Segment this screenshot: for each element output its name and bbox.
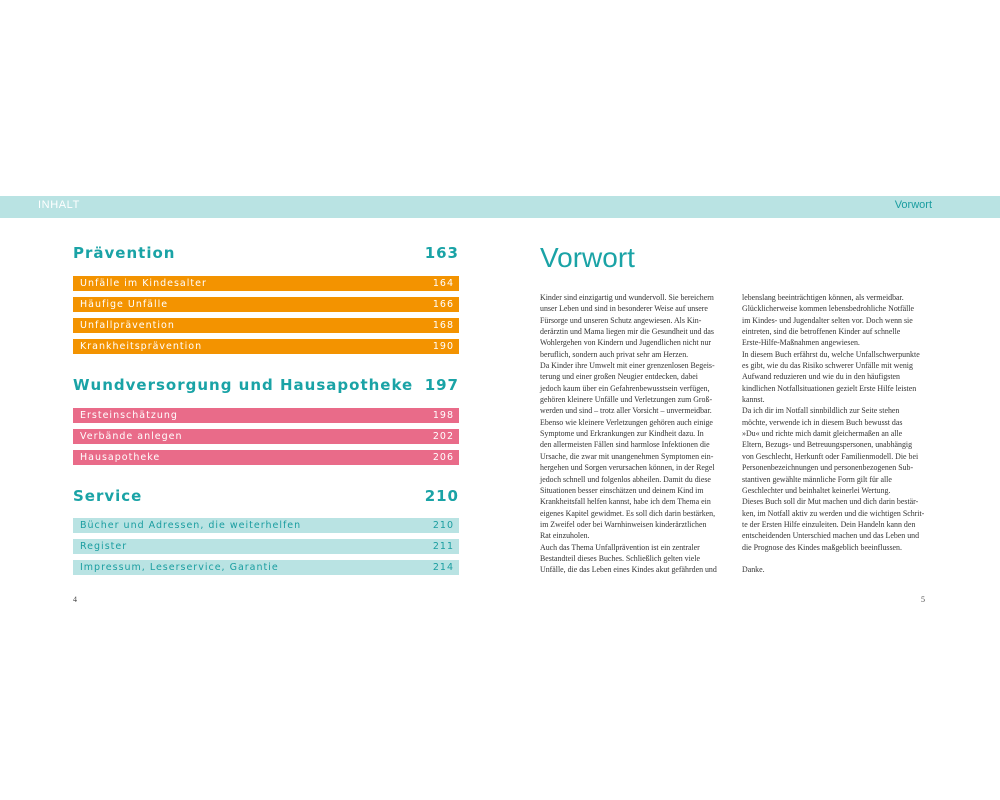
text-line: Wohlergehen von Kindern und Jugendlichen nicht nur: [540, 338, 712, 348]
toc-item[interactable]: [73, 408, 459, 423]
section-label-inhalt: INHALT: [38, 199, 80, 211]
text-line: Krankheitsfall helfen kannst, habe ich dem Thema ein: [540, 497, 711, 507]
text-line: [742, 553, 932, 564]
toc-item-label: Unfallprävention: [80, 320, 175, 331]
toc-heading-title: Wundversorgung und Hausapotheke: [73, 376, 414, 394]
toc-item-page: 211: [432, 541, 454, 552]
text-line: Ebenso wie kleinere Verletzungen gehören auch einige: [540, 417, 713, 427]
text-line: jedoch schnell und folgenlos abheilen. Damit du diese: [540, 474, 711, 484]
toc-item[interactable]: [73, 276, 459, 291]
text-line: Danke.: [742, 565, 765, 575]
toc-item[interactable]: [73, 539, 459, 554]
text-line: werden und sind – trotz aller Vorsicht – unvermeidbar.: [540, 406, 712, 416]
text-line: möchte, verwende ich in diesem Buch bewusst das: [742, 417, 903, 427]
toc-item-page: 214: [432, 562, 454, 573]
section-label-vorwort: Vorwort: [894, 199, 932, 211]
text-line: Aufwand reduzieren und wie du in den häufigsten: [742, 372, 900, 382]
toc-item-label: Hausapotheke: [80, 452, 161, 463]
text-line: terung und einer großen Neugier entdecken, dabei: [540, 372, 698, 382]
page-title: Vorwort: [540, 242, 635, 273]
text-line: Auch das Thema Unfallprävention ist ein zentraler: [540, 542, 700, 552]
text-line: Eltern, Bezugs- und Betreuungspersonen, unabhängig: [742, 440, 913, 450]
text-column-left: [540, 292, 730, 576]
text-line: eintreten, sind die betroffenen Kinder auf schnelle: [742, 327, 901, 337]
toc-item[interactable]: [73, 429, 459, 444]
text-line: Geschlechter und beinhaltet keinerlei Wertung.: [742, 485, 891, 495]
text-line: Fürsorge und unseren Schutz angewiesen. Als Kin-: [540, 315, 702, 325]
toc-heading-wundversorgung[interactable]: [73, 376, 459, 394]
text-line: Bestandteil dieses Buches. Schließlich gelten viele: [540, 553, 700, 563]
toc-item-page: 168: [432, 320, 454, 331]
text-line: Da Kinder ihre Umwelt mit einer grenzenlosen Begeis-: [540, 361, 715, 371]
text-line: entscheidenden Unterschied machen und das Leben und: [742, 531, 920, 541]
text-line: von Geschlecht, Herkunft oder Familienmodell. Die bei: [742, 451, 919, 461]
text-line: Ursache, die zwar mit unangenehmen Symptomen ein-: [540, 451, 714, 461]
text-line: hergehen und Sorgen verursachen können, in der Regel: [540, 463, 715, 473]
text-line: stantiven gewählte männliche Form gilt für alle: [742, 474, 892, 484]
text-line: Glücklicherweise kommen lebensbedrohliche Notfälle: [742, 304, 914, 314]
toc-item-page: 166: [432, 299, 454, 310]
toc-item-label: Register: [80, 541, 128, 552]
text-line: ken, im Notfall aktiv zu werden und die wichtigen Schrit-: [742, 508, 925, 518]
text-line: »Du« und richte mich damit gleichermaßen an alle: [742, 429, 903, 439]
toc-item[interactable]: [73, 560, 459, 575]
text-line: gehören kleinere Unfälle und Verletzungen zum Groß-: [540, 395, 713, 405]
text-line: kindlichen Notfallsituationen gezielt Erste Hilfe leisten: [742, 383, 917, 393]
text-line: die Prognose des Kindes maßgeblich beeinflussen.: [742, 542, 902, 552]
toc-heading-title: Service: [73, 487, 143, 505]
text-line: Dieses Buch soll dir Mut machen und dich darin bestär-: [742, 497, 919, 507]
text-line: den allermeisten Fällen sind harmlose Infektionen die: [540, 440, 710, 450]
toc-item-page: 202: [432, 431, 454, 442]
text-line: lebenslang beeinträchtigen können, als vermeidbar.: [742, 293, 904, 302]
toc-item-page: 206: [432, 452, 454, 463]
header-band: [0, 196, 1000, 218]
text-line: Da ich dir im Notfall sinnbildlich zur Seite stehen: [742, 406, 900, 416]
toc-item[interactable]: [73, 518, 459, 533]
text-line: beruflich, sondern auch privat sehr am Herzen.: [540, 349, 689, 359]
toc-item-page: 198: [432, 410, 454, 421]
toc-heading-page: 210: [424, 487, 459, 505]
toc-item-label: Krankheitsprävention: [80, 341, 203, 352]
toc-item-page: 210: [432, 520, 454, 531]
toc-item-label: Häufige Unfälle: [80, 299, 169, 310]
text-line: eigenes Kapitel gewidmet. Es soll dich darin bestärken,: [540, 508, 716, 518]
toc-item-page: 164: [432, 278, 454, 289]
text-line: Personenbezeichnungen und personenbezogenen Sub-: [742, 463, 914, 473]
text-line: Symptome und Erkrankungen zur Kindheit dazu. In: [540, 429, 704, 439]
toc-heading-praevention[interactable]: [73, 244, 459, 262]
text-line: Unfälle, die das Leben eines Kindes akut gefährden und: [540, 565, 717, 575]
text-line: te der Ersten Hilfe einzuleiten. Dein Handeln kann den: [742, 519, 916, 529]
text-line: Kinder sind einzigartig und wundervoll. Sie bereichern: [540, 293, 714, 302]
page-number-left: 4: [73, 595, 77, 604]
toc-heading-page: 197: [424, 376, 459, 394]
toc-heading-service[interactable]: [73, 487, 459, 505]
toc-item-label: Bücher und Adressen, die weiterhelfen: [80, 520, 302, 531]
toc-item-label: Verbände anlegen: [80, 431, 183, 442]
text-line: kannst.: [742, 395, 765, 405]
text-line: im Zweifel oder bei Warnhinweisen kinderärztlichen: [540, 519, 707, 529]
text-line: Rat einzuholen.: [540, 531, 590, 541]
toc-item[interactable]: [73, 318, 459, 333]
text-line: im Kindes- und Jugendalter selten vor. Doch wenn sie: [742, 315, 913, 325]
page-number-right: 5: [921, 595, 925, 604]
toc-item[interactable]: [73, 297, 459, 312]
toc-heading-page: 163: [424, 244, 459, 262]
toc-item-label: Ersteinschätzung: [80, 410, 178, 421]
toc-item-page: 190: [432, 341, 454, 352]
toc-item-label: Impressum, Leserservice, Garantie: [80, 562, 279, 573]
toc-item[interactable]: [73, 339, 459, 354]
text-line: derärztin und Mama liegen mir die Gesundheit und das: [540, 327, 714, 337]
toc-heading-title: Prävention: [73, 244, 176, 262]
text-line: Erste-Hilfe-Maßnahmen angewiesen.: [742, 338, 860, 348]
text-line: Situationen besser einschätzen und deinem Kind im: [540, 485, 704, 495]
text-line: unser Leben und sind in besonderer Weise auf unsere: [540, 304, 708, 314]
toc-item[interactable]: [73, 450, 459, 465]
text-line: In diesem Buch erfährst du, welche Unfallschwerpunkte: [742, 349, 920, 359]
text-line: es gibt, wie du das Risiko schwerer Unfälle mit wenig: [742, 361, 913, 371]
toc-item-label: Unfälle im Kindesalter: [80, 278, 207, 289]
text-column-right: [742, 292, 932, 576]
text-line: jedoch kaum über ein Gefahrenbewusstsein verfügen,: [540, 383, 710, 393]
